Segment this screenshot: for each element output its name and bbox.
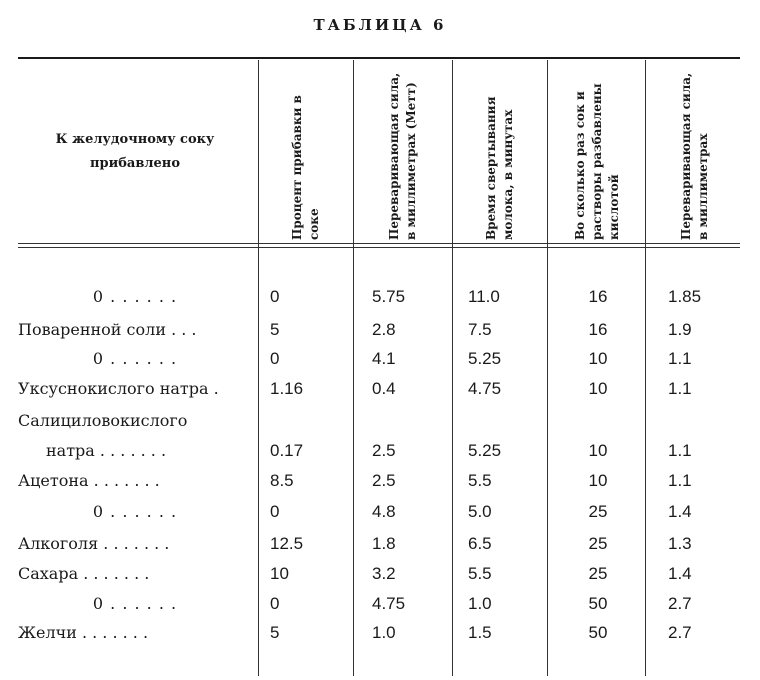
table-row bbox=[0, 282, 760, 312]
cell-dilution: 50 bbox=[588, 594, 608, 613]
table-row bbox=[0, 344, 760, 374]
header-main: К желудочному соку прибавлено bbox=[55, 132, 215, 171]
cell-digestive-force-2: 1.4 bbox=[668, 502, 692, 521]
cell-dilution: 10 bbox=[588, 471, 608, 490]
cell-percent: 0 bbox=[270, 502, 280, 521]
cell-dilution: 16 bbox=[588, 287, 608, 306]
cell-percent: 5 bbox=[270, 320, 280, 339]
cell-digestive-force-2: 2.7 bbox=[668, 594, 692, 613]
cell-percent: 0 bbox=[270, 287, 280, 306]
row-label: Алкоголя . . . . . . . bbox=[18, 534, 170, 553]
header-col3: Время свертывания молока, в минутах bbox=[484, 96, 515, 240]
cell-digestive-force: 2.5 bbox=[372, 441, 396, 460]
cell-percent: 8.5 bbox=[270, 471, 294, 490]
cell-digestive-force-2: 1.4 bbox=[668, 564, 692, 583]
row-label: Ацетона . . . . . . . bbox=[18, 471, 160, 490]
table-row bbox=[0, 497, 760, 527]
cell-digestive-force: 2.5 bbox=[372, 471, 396, 490]
cell-digestive-force-2: 1.1 bbox=[668, 471, 692, 490]
cell-curdling-time: 5.5 bbox=[468, 564, 492, 583]
cell-dilution: 25 bbox=[588, 502, 608, 521]
cell-digestive-force-2: 1.85 bbox=[668, 287, 702, 306]
cell-curdling-time: 1.0 bbox=[468, 594, 492, 613]
cell-digestive-force-2: 1.9 bbox=[668, 320, 692, 339]
cell-percent: 5 bbox=[270, 623, 280, 642]
cell-digestive-force: 1.8 bbox=[372, 534, 396, 553]
cell-digestive-force-2: 1.1 bbox=[668, 379, 692, 398]
cell-digestive-force-2: 2.7 bbox=[668, 623, 692, 642]
cell-curdling-time: 5.25 bbox=[468, 441, 502, 460]
header-col5: Переваривающая сила, в миллиметрах bbox=[679, 72, 710, 240]
cell-digestive-force-2: 1.1 bbox=[668, 441, 692, 460]
cell-curdling-time: 5.0 bbox=[468, 502, 492, 521]
cell-dilution: 10 bbox=[588, 441, 608, 460]
cell-digestive-force: 4.75 bbox=[372, 594, 406, 613]
cell-curdling-time: 5.25 bbox=[468, 349, 502, 368]
table-row bbox=[0, 466, 760, 496]
header-col1: Процент прибавки в соке bbox=[290, 95, 321, 240]
header-col4: Во сколько раз сок и растворы разбавлены кислотой bbox=[572, 83, 621, 240]
cell-dilution: 25 bbox=[588, 534, 608, 553]
row-label: 0 . . . . . . bbox=[92, 287, 178, 306]
table-title: ТАБЛИЦА 6 bbox=[313, 16, 447, 34]
cell-digestive-force: 5.75 bbox=[372, 287, 406, 306]
cell-curdling-time: 5.5 bbox=[468, 471, 492, 490]
cell-dilution: 10 bbox=[588, 379, 608, 398]
row-label: Салициловокислого bbox=[18, 411, 188, 430]
table-row bbox=[0, 529, 760, 559]
cell-digestive-force: 3.2 bbox=[372, 564, 396, 583]
table-row bbox=[0, 374, 760, 404]
cell-digestive-force: 0.4 bbox=[372, 379, 396, 398]
cell-percent: 0.17 bbox=[270, 441, 304, 460]
top-rule bbox=[18, 57, 740, 59]
row-label: Уксуснокислого натра . bbox=[18, 379, 219, 398]
cell-percent: 0 bbox=[270, 349, 280, 368]
cell-curdling-time: 6.5 bbox=[468, 534, 492, 553]
cell-percent: 1.16 bbox=[270, 379, 304, 398]
cell-dilution: 25 bbox=[588, 564, 608, 583]
cell-digestive-force: 2.8 bbox=[372, 320, 396, 339]
cell-curdling-time: 4.75 bbox=[468, 379, 502, 398]
cell-percent: 12.5 bbox=[270, 534, 304, 553]
header-rule-double bbox=[18, 247, 740, 248]
row-label: 0 . . . . . . bbox=[92, 502, 178, 521]
row-label: Поваренной соли . . . bbox=[18, 320, 197, 339]
row-label: 0 . . . . . . bbox=[92, 349, 178, 368]
cell-curdling-time: 11.0 bbox=[468, 287, 500, 306]
table-row bbox=[0, 589, 760, 619]
header-rule bbox=[18, 243, 740, 244]
cell-dilution: 16 bbox=[588, 320, 608, 339]
cell-digestive-force: 4.8 bbox=[372, 502, 396, 521]
cell-dilution: 50 bbox=[588, 623, 608, 642]
cell-dilution: 10 bbox=[588, 349, 608, 368]
header-col2: Переваривающая сила, в миллиметрах (Метт) bbox=[387, 72, 418, 240]
cell-digestive-force: 1.0 bbox=[372, 623, 396, 642]
row-label: натра . . . . . . . bbox=[46, 441, 167, 460]
table-row bbox=[0, 406, 760, 436]
table-row bbox=[0, 618, 760, 648]
row-label: 0 . . . . . . bbox=[92, 594, 178, 613]
cell-percent: 10 bbox=[270, 564, 289, 583]
row-label: Сахара . . . . . . . bbox=[18, 564, 150, 583]
cell-percent: 0 bbox=[270, 594, 280, 613]
cell-digestive-force: 4.1 bbox=[372, 349, 396, 368]
cell-digestive-force-2: 1.1 bbox=[668, 349, 692, 368]
cell-curdling-time: 1.5 bbox=[468, 623, 492, 642]
table-row bbox=[0, 436, 760, 466]
cell-curdling-time: 7.5 bbox=[468, 320, 492, 339]
row-label: Желчи . . . . . . . bbox=[18, 623, 149, 642]
table-row bbox=[0, 559, 760, 589]
cell-digestive-force-2: 1.3 bbox=[668, 534, 692, 553]
table-row bbox=[0, 315, 760, 345]
